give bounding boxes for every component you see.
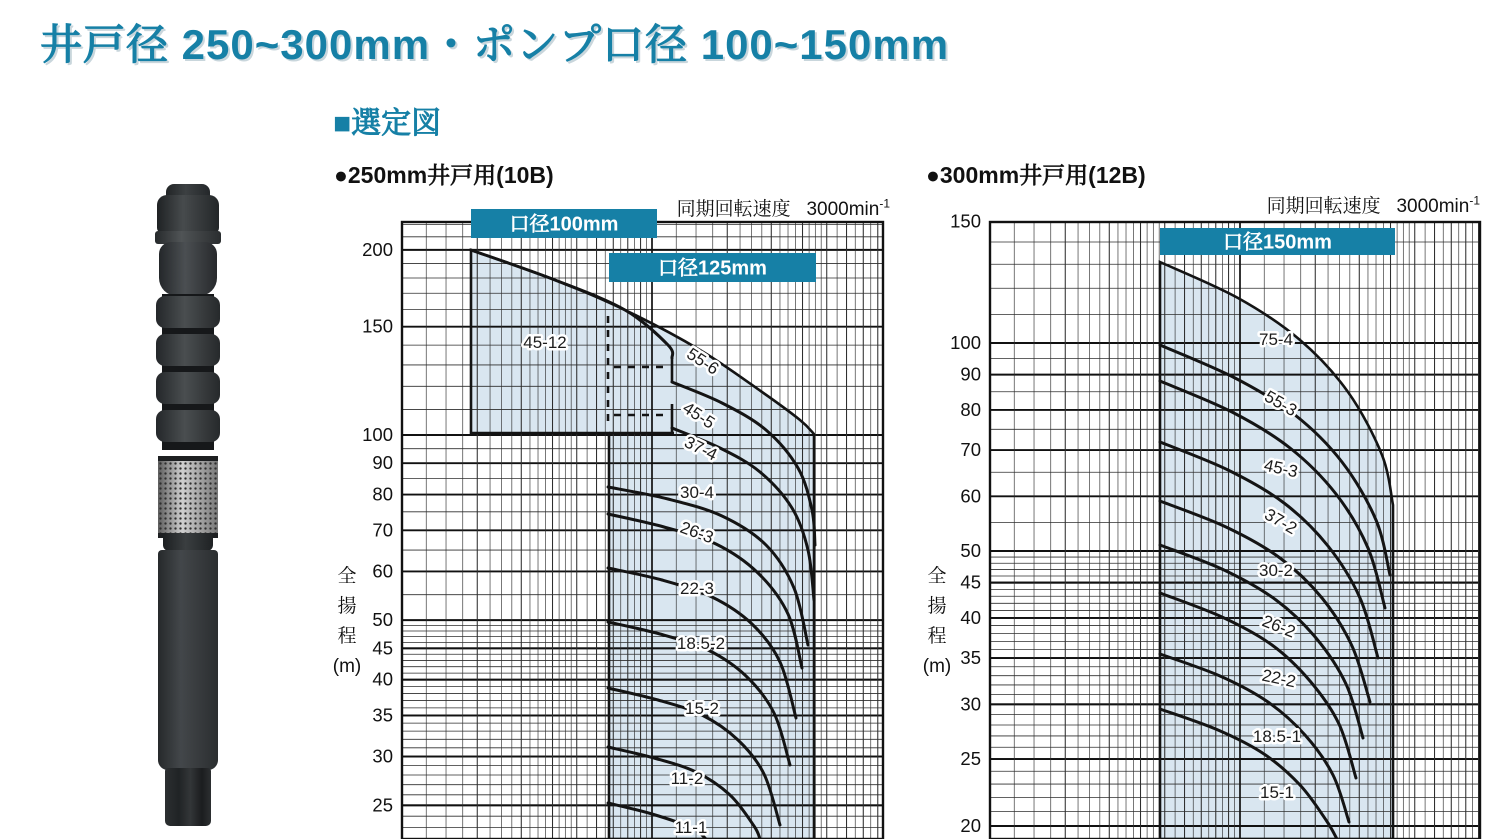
y-tick-100: 100	[362, 424, 393, 445]
curve-label-26-2: 26-2	[1259, 611, 1299, 642]
section-heading-selection-diagram: ■選定図	[333, 107, 442, 140]
y-tick-70: 70	[960, 439, 981, 461]
y-tick-35: 35	[960, 647, 981, 669]
curve-label-55-6: 55-6	[683, 344, 723, 379]
selection-chart-250mm	[362, 209, 883, 839]
curve-label-37-2: 37-2	[1261, 504, 1301, 539]
curve-label-45-3: 45-3	[1262, 455, 1300, 482]
curve-label-30-4: 30-4	[679, 483, 715, 502]
curve-label-45-12: 45-12	[523, 333, 567, 352]
selection-chart-300mm	[950, 210, 1480, 839]
y-tick-20: 20	[960, 814, 981, 836]
speed-exponent: -1	[1469, 193, 1480, 208]
curve-label-75-4: 75-4	[1258, 330, 1294, 349]
port-bore-badge-label: 口径125mm	[658, 257, 767, 280]
curve-label-30-2: 30-2	[1258, 561, 1294, 580]
curve-label-22-3: 22-3	[679, 579, 715, 598]
curve-label-15-2: 15-2	[684, 699, 720, 718]
y-tick-200: 200	[362, 238, 393, 260]
y-tick-60: 60	[960, 485, 981, 507]
y-tick-30: 30	[372, 745, 393, 767]
chart-heading-300mm: ●300mm井戸用(12B)	[926, 162, 1146, 188]
y-tick-45: 45	[372, 637, 393, 659]
port-bore-badge-label: 口径150mm	[1223, 231, 1332, 254]
y-tick-100: 100	[950, 332, 981, 353]
speed-label-text: 同期回転速度	[676, 199, 791, 220]
y-tick-25: 25	[372, 794, 393, 816]
curve-label-26-3: 26-3	[677, 517, 717, 548]
curve-label-18.5-2: 18.5-2	[676, 634, 726, 653]
y-tick-90: 90	[372, 452, 393, 474]
page-title: 井戸径 250~300mm・ポンプ口径 100~150mm	[40, 21, 950, 68]
y-tick-60: 60	[372, 560, 393, 582]
y-tick-150: 150	[950, 210, 981, 232]
curve-label-11-1: 11-1	[674, 818, 708, 837]
curve-label-22-2: 22-2	[1260, 665, 1298, 692]
curve-label-55-3: 55-3	[1261, 386, 1301, 421]
y-tick-25: 25	[960, 748, 981, 770]
y-tick-35: 35	[372, 704, 393, 726]
y-axis-label-right: 全 揚 程 (m)	[922, 566, 952, 677]
y-tick-45: 45	[960, 571, 981, 593]
curve-label-15-1: 15-1	[1259, 783, 1295, 802]
y-tick-40: 40	[372, 668, 393, 690]
curve-label-37-4: 37-4	[681, 432, 721, 465]
y-tick-50: 50	[372, 609, 393, 631]
port-bore-badge-label: 口径100mm	[509, 213, 619, 236]
y-axis-label-left: 全 揚 程 (m)	[332, 566, 362, 677]
speed-value-text: 3000min	[806, 199, 880, 220]
y-tick-30: 30	[960, 693, 981, 715]
chart-heading-250mm: ●250mm井戸用(10B)	[334, 162, 554, 188]
speed-value-text: 3000min	[1396, 196, 1470, 217]
y-tick-90: 90	[960, 363, 981, 385]
y-tick-80: 80	[960, 398, 981, 420]
curve-label-18.5-1: 18.5-1	[1252, 727, 1302, 746]
speed-label-text: 同期回転速度	[1266, 196, 1381, 217]
y-tick-150: 150	[362, 315, 393, 337]
speed-exponent: -1	[879, 196, 890, 211]
curve-label-11-2: 11-2	[670, 769, 704, 788]
y-tick-80: 80	[372, 483, 393, 505]
curve-label-45-5: 45-5	[679, 398, 719, 433]
y-tick-40: 40	[960, 606, 981, 628]
y-tick-70: 70	[372, 519, 393, 541]
y-tick-50: 50	[960, 540, 981, 562]
